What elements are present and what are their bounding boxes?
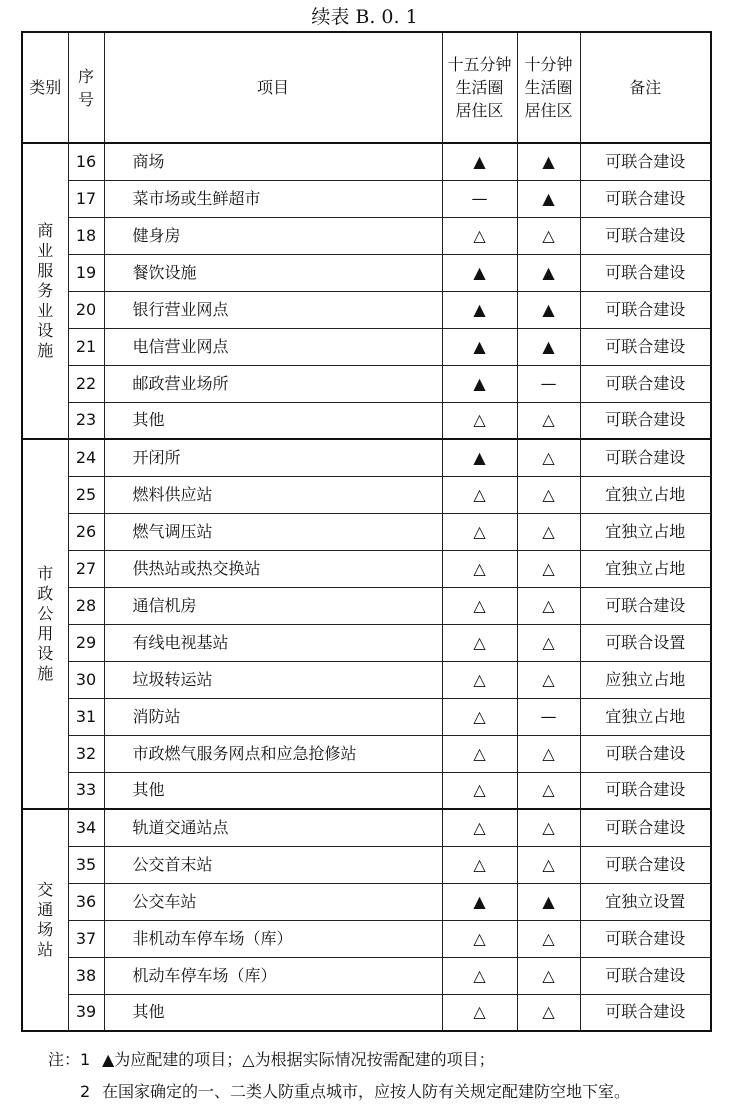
fifteen-minute-cell: △ [442,698,517,735]
remark-cell: 可联合建设 [580,772,711,809]
category-char: 市 [37,564,54,583]
category-cell [22,809,68,1031]
table-row [22,994,711,1031]
fifteen-minute-cell: ▲ [442,328,517,365]
remark-cell: 应独立占地 [580,661,711,698]
index-cell: 33 [68,772,104,809]
table-row [22,328,711,365]
fifteen-minute-cell: △ [442,846,517,883]
table-row [22,883,711,920]
index-cell: 38 [68,957,104,994]
index-cell: 30 [68,661,104,698]
item-cell: 公交首末站 [104,846,442,883]
table-row [22,846,711,883]
category-char: 设 [37,644,54,663]
category-char: 交 [37,880,54,899]
remark-cell: 可联合建设 [580,291,711,328]
category-char: 业 [37,241,54,260]
fifteen-minute-cell: △ [442,957,517,994]
fifteen-minute-cell: △ [442,809,517,846]
index-cell: 39 [68,994,104,1031]
item-cell: 菜市场或生鲜超市 [104,180,442,217]
remark-cell: 可联合建设 [580,587,711,624]
header-line: 十五分钟 [447,55,512,74]
ten-minute-cell: △ [517,846,580,883]
notes-label: 注： [48,1050,81,1069]
index-cell: 19 [68,254,104,291]
category-char: 务 [37,281,54,300]
note-text: ▲为应配建的项目；△为根据实际情况按需配建的项目； [102,1050,495,1069]
ten-minute-cell: — [517,698,580,735]
header-line: 居住区 [524,101,573,120]
fifteen-minute-cell: ▲ [442,883,517,920]
remark-cell: 可联合建设 [580,439,711,476]
fifteen-minute-cell: △ [442,550,517,587]
index-cell: 18 [68,217,104,254]
table-row [22,920,711,957]
category-char: 场 [37,920,54,939]
remark-cell: 宜独立占地 [580,476,711,513]
ten-minute-cell: △ [517,439,580,476]
ten-minute-cell: △ [517,476,580,513]
item-cell: 市政燃气服务网点和应急抢修站 [104,735,442,772]
table-row [22,180,711,217]
table-row [22,624,711,661]
note-number: 2 [80,1082,91,1101]
fifteen-minute-cell: ▲ [442,254,517,291]
fifteen-minute-cell: △ [442,772,517,809]
note-2 [48,1076,718,1108]
header-line: 生活圈 [524,78,573,97]
index-cell: 17 [68,180,104,217]
table-row [22,550,711,587]
remark-cell: 可联合建设 [580,402,711,439]
remark-cell: 可联合建设 [580,365,711,402]
item-cell: 其他 [104,772,442,809]
ten-minute-cell: — [517,365,580,402]
index-cell: 21 [68,328,104,365]
fifteen-minute-cell: △ [442,624,517,661]
note-text: 在国家确定的一、二类人防重点城市，应按人防有关规定配建防空地下室。 [102,1082,631,1101]
category-cell [22,143,68,439]
index-cell: 27 [68,550,104,587]
table-row [22,439,711,476]
index-cell: 29 [68,624,104,661]
index-cell: 25 [68,476,104,513]
header-line: 备注 [629,77,662,97]
header-line: 十分钟 [524,55,573,74]
ten-minute-cell: ▲ [517,254,580,291]
header-line: 号 [77,89,94,109]
ten-minute-cell: △ [517,920,580,957]
remark-cell: 宜独立设置 [580,883,711,920]
table-row [22,476,711,513]
item-cell: 轨道交通站点 [104,809,442,846]
item-cell: 非机动车停车场（库） [104,920,442,957]
header-line: 居住区 [455,101,504,120]
item-cell: 垃圾转运站 [104,661,442,698]
header-index [68,32,104,143]
ten-minute-cell: ▲ [517,291,580,328]
ten-minute-cell: △ [517,624,580,661]
header-ten-minute [517,32,580,143]
ten-minute-cell: △ [517,587,580,624]
category-char: 站 [37,940,54,959]
category-char: 施 [37,664,54,683]
item-cell: 电信营业网点 [104,328,442,365]
facility-table [21,31,712,1032]
remark-cell: 可联合建设 [580,920,711,957]
index-cell: 23 [68,402,104,439]
remark-cell: 宜独立占地 [580,513,711,550]
table-row [22,957,711,994]
remark-cell: 可联合建设 [580,994,711,1031]
fifteen-minute-cell: △ [442,587,517,624]
table-row [22,143,711,180]
remark-cell: 可联合建设 [580,809,711,846]
remark-cell: 可联合建设 [580,217,711,254]
header-line: 生活圈 [455,78,504,97]
category-char: 公 [37,604,54,623]
ten-minute-cell: ▲ [517,143,580,180]
header-line: 序 [77,66,94,86]
item-cell: 公交车站 [104,883,442,920]
item-cell: 消防站 [104,698,442,735]
ten-minute-cell: △ [517,661,580,698]
item-cell: 燃料供应站 [104,476,442,513]
fifteen-minute-cell: △ [442,920,517,957]
fifteen-minute-cell: ▲ [442,291,517,328]
remark-cell: 宜独立占地 [580,550,711,587]
remark-cell: 可联合建设 [580,143,711,180]
item-cell: 银行营业网点 [104,291,442,328]
ten-minute-cell: △ [517,217,580,254]
index-cell: 37 [68,920,104,957]
remark-cell: 宜独立占地 [580,698,711,735]
note-number: 1 [80,1050,91,1069]
fifteen-minute-cell: ▲ [442,439,517,476]
ten-minute-cell: ▲ [517,180,580,217]
category-char: 政 [37,584,54,603]
ten-minute-cell: △ [517,550,580,587]
header-line: 类别 [29,77,62,97]
fifteen-minute-cell: △ [442,217,517,254]
ten-minute-cell: ▲ [517,883,580,920]
item-cell: 商场 [104,143,442,180]
item-cell: 开闭所 [104,439,442,476]
category-char: 用 [37,624,54,643]
ten-minute-cell: △ [517,957,580,994]
fifteen-minute-cell: △ [442,735,517,772]
table-body [22,143,711,1031]
header-fifteen-minute [442,32,517,143]
item-cell: 通信机房 [104,587,442,624]
table-row [22,587,711,624]
table-row [22,365,711,402]
item-cell: 机动车停车场（库） [104,957,442,994]
item-cell: 健身房 [104,217,442,254]
index-cell: 35 [68,846,104,883]
category-char: 商 [37,221,54,240]
fifteen-minute-cell: ▲ [442,365,517,402]
index-cell: 24 [68,439,104,476]
fifteen-minute-cell: — [442,180,517,217]
table-row [22,217,711,254]
index-cell: 32 [68,735,104,772]
ten-minute-cell: △ [517,402,580,439]
notes [48,1044,718,1108]
category-char: 业 [37,301,54,320]
header-row [22,32,711,143]
fifteen-minute-cell: △ [442,661,517,698]
category-char: 通 [37,900,54,919]
ten-minute-cell: △ [517,513,580,550]
item-cell: 邮政营业场所 [104,365,442,402]
category-char: 施 [37,341,54,360]
remark-cell: 可联合设置 [580,624,711,661]
index-cell: 31 [68,698,104,735]
item-cell: 燃气调压站 [104,513,442,550]
category-char: 服 [37,261,54,280]
header-line: 项目 [256,77,289,97]
index-cell: 28 [68,587,104,624]
fifteen-minute-cell: △ [442,994,517,1031]
category-cell [22,439,68,809]
fifteen-minute-cell: △ [442,513,517,550]
note-1 [48,1044,718,1076]
ten-minute-cell: △ [517,772,580,809]
table-row [22,661,711,698]
fifteen-minute-cell: △ [442,402,517,439]
category-char: 设 [37,321,54,340]
index-cell: 34 [68,809,104,846]
remark-cell: 可联合建设 [580,180,711,217]
remark-cell: 可联合建设 [580,735,711,772]
fifteen-minute-cell: △ [442,476,517,513]
table-row [22,402,711,439]
header-remark [580,32,711,143]
remark-cell: 可联合建设 [580,846,711,883]
index-cell: 16 [68,143,104,180]
table-row [22,513,711,550]
table-title: 续表 B. 0. 1 [311,6,418,28]
item-cell: 供热站或热交换站 [104,550,442,587]
table-row [22,772,711,809]
header-item [104,32,442,143]
item-cell: 其他 [104,402,442,439]
ten-minute-cell: ▲ [517,328,580,365]
item-cell: 餐饮设施 [104,254,442,291]
index-cell: 20 [68,291,104,328]
index-cell: 36 [68,883,104,920]
item-cell: 其他 [104,994,442,1031]
table-row [22,254,711,291]
header-category [22,32,68,143]
table-row [22,291,711,328]
index-cell: 22 [68,365,104,402]
remark-cell: 可联合建设 [580,254,711,291]
ten-minute-cell: △ [517,735,580,772]
ten-minute-cell: △ [517,809,580,846]
index-cell: 26 [68,513,104,550]
ten-minute-cell: △ [517,994,580,1031]
item-cell: 有线电视基站 [104,624,442,661]
remark-cell: 可联合建设 [580,957,711,994]
table-row [22,809,711,846]
remark-cell: 可联合建设 [580,328,711,365]
table-row [22,698,711,735]
fifteen-minute-cell: ▲ [442,143,517,180]
table-row [22,735,711,772]
